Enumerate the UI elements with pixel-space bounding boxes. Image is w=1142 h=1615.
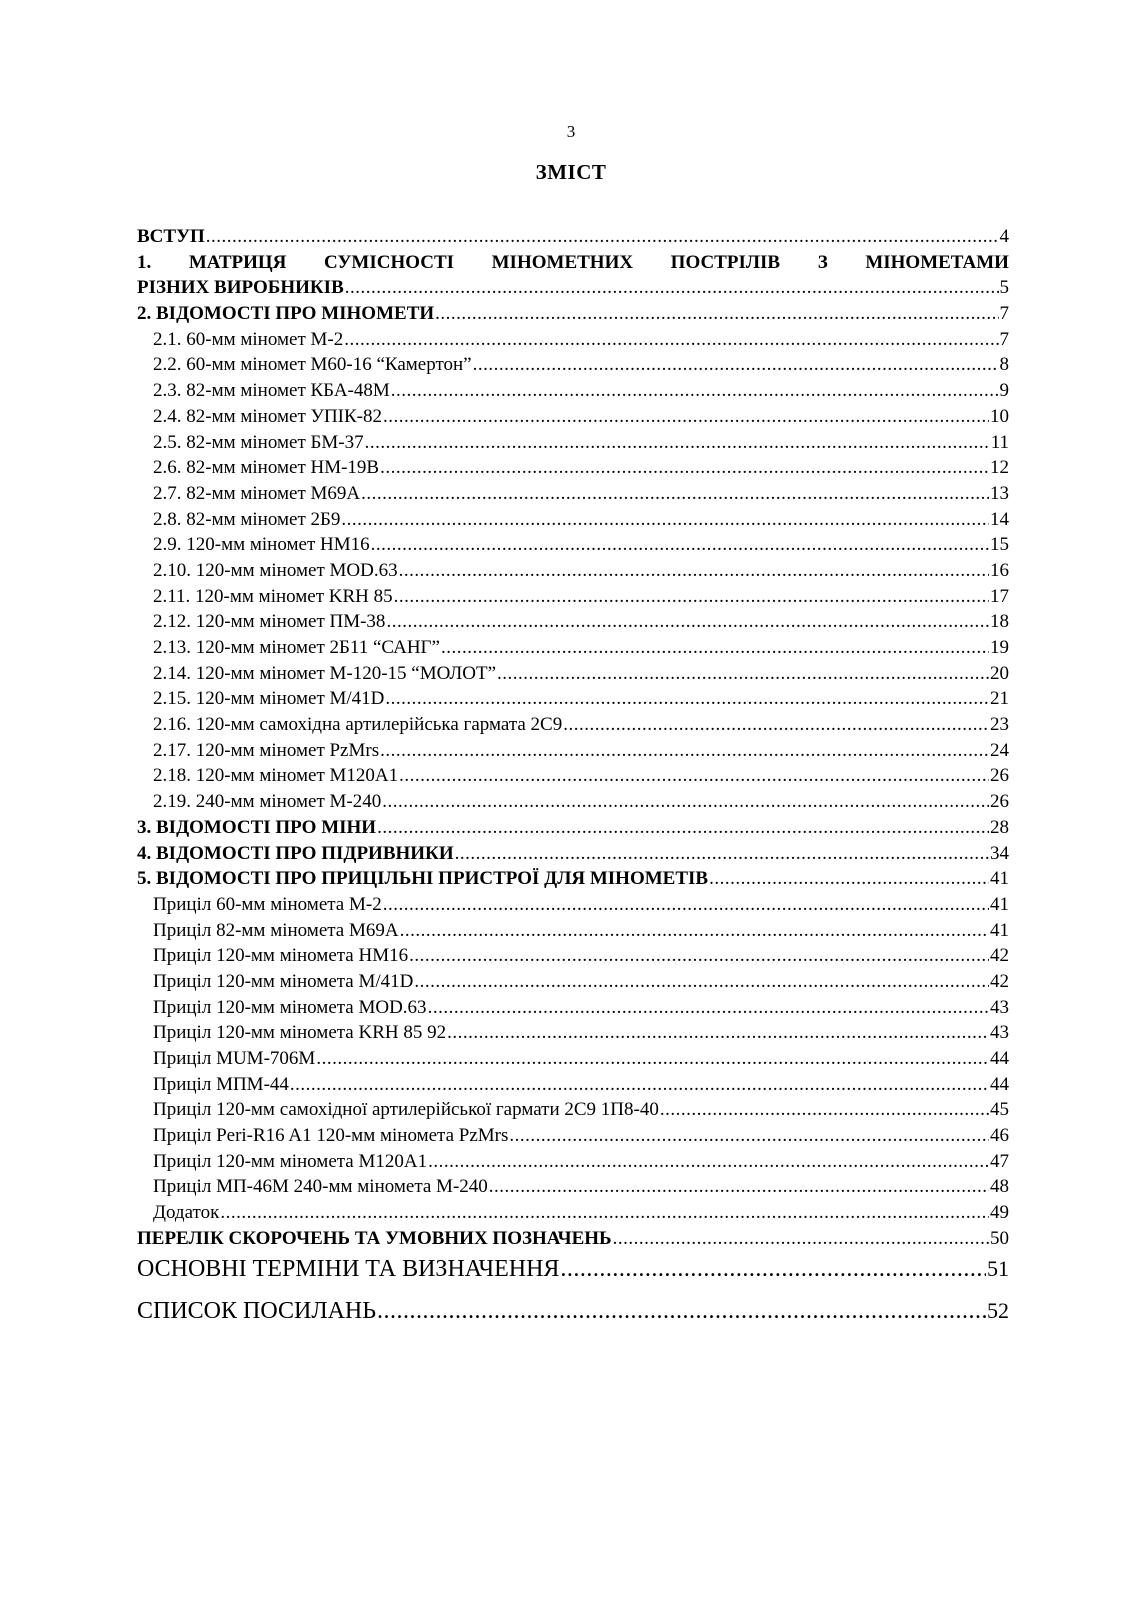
toc-dot-leader [399, 558, 989, 584]
toc-dot-leader [382, 789, 989, 815]
toc-entry[interactable] [137, 1252, 1009, 1286]
toc-entry[interactable] [137, 1149, 1009, 1175]
toc-entry[interactable] [137, 1123, 1009, 1149]
toc-dot-leader [560, 1252, 986, 1286]
toc-entry-label: 2.14. 120-мм міномет М-120-15 “МОЛОТ” [153, 662, 497, 684]
toc-dot-leader [455, 841, 989, 867]
toc-dot-leader [435, 301, 998, 327]
toc-entry[interactable] [137, 1046, 1009, 1072]
page-title: ЗМІСТ [535, 160, 607, 184]
toc-entry-label: РІЗНИХ ВИРОБНИКІВ [137, 277, 344, 299]
toc-dot-leader [380, 455, 989, 481]
toc-entry-page: 43 [990, 1022, 1009, 1044]
toc-entry[interactable] [137, 532, 1009, 558]
toc-entry-label: 2.8. 82-мм міномет 2Б9 [153, 508, 341, 530]
toc-entry-label: Приціл МП-46М 240-мм міномета М-240 [153, 1176, 488, 1198]
toc-dot-leader [371, 532, 989, 558]
toc-entry-page: 34 [990, 842, 1009, 864]
toc-entry-label: Приціл МПМ-44 [153, 1073, 289, 1095]
toc-dot-leader [365, 430, 990, 456]
toc-entry[interactable] [137, 738, 1009, 764]
toc-entry-page: 43 [990, 996, 1009, 1018]
toc-entry[interactable] [137, 584, 1009, 610]
toc-entry-word: МІНОМЕТНИХ [491, 251, 634, 273]
toc-entry[interactable] [137, 1226, 1009, 1252]
toc-entry-label: 2.1. 60-мм міномет М-2 [153, 328, 344, 350]
toc-entry-page: 14 [990, 508, 1009, 530]
toc-entry-label: 2.3. 82-мм міномет КБА-48М [153, 380, 390, 402]
toc-dot-leader [473, 352, 999, 378]
toc-entry-page: 24 [990, 739, 1009, 761]
toc-entry-label: 2.17. 120-мм міномет PzMrs [153, 739, 380, 761]
toc-entry-label: Приціл 120-мм міномета KRH 85 92 [153, 1022, 447, 1044]
toc-entry-label: Приціл Peri-R16 A1 120-мм міномета PzMrs [153, 1125, 509, 1147]
toc-entry[interactable] [137, 995, 1009, 1021]
toc-entry-page: 46 [990, 1125, 1009, 1147]
toc-dot-leader [383, 892, 989, 918]
toc-entry-label: 2.16. 120-мм самохідна артилерійська гармата 2С9 [153, 714, 563, 736]
toc-entry[interactable] [137, 275, 1009, 301]
toc-entry[interactable] [137, 815, 1009, 841]
toc-entry-page: 20 [990, 662, 1009, 684]
toc-entry[interactable] [137, 455, 1009, 481]
toc-entry-page: 26 [990, 791, 1009, 813]
toc-entry[interactable] [137, 1020, 1009, 1046]
toc-entry-page: 12 [990, 457, 1009, 479]
table-of-contents [137, 224, 1009, 1328]
toc-entry-label: Приціл 120-мм міномета НМ16 [153, 945, 409, 967]
toc-entry[interactable] [137, 635, 1009, 661]
toc-entry-page: 44 [990, 1048, 1009, 1069]
toc-entry-word: МІНОМЕТАМИ [865, 251, 1009, 273]
toc-entry-page: 51 [987, 1255, 1009, 1281]
toc-entry-label: Приціл MUM-706M [153, 1048, 316, 1069]
toc-dot-leader [206, 224, 999, 250]
toc-entry-label: 2.9. 120-мм міномет НМ16 [153, 534, 370, 556]
toc-dot-leader [489, 1174, 989, 1200]
toc-entry[interactable] [137, 1174, 1009, 1200]
toc-entry[interactable] [137, 763, 1009, 789]
toc-entry[interactable] [137, 712, 1009, 738]
toc-entry-page: 42 [990, 945, 1009, 967]
toc-entry-page: 28 [990, 816, 1009, 838]
toc-entry-label: 2. ВІДОМОСТІ ПРО МІНОМЕТИ [137, 303, 435, 325]
toc-entry-page: 41 [990, 868, 1009, 890]
toc-entry-page: 11 [990, 431, 1009, 453]
toc-entry-word: СУМІСНОСТІ [323, 251, 455, 273]
toc-entry-page: 47 [990, 1150, 1009, 1172]
toc-entry[interactable] [137, 301, 1009, 327]
toc-entry-page: 9 [999, 380, 1009, 402]
toc-entry-page: 52 [987, 1297, 1009, 1323]
toc-dot-leader [316, 1046, 989, 1072]
toc-entry-page: 41 [990, 919, 1009, 941]
toc-dot-leader [394, 584, 989, 610]
toc-entry-label: Приціл 82-мм міномета М69А [153, 919, 399, 941]
toc-entry-page: 16 [990, 559, 1009, 581]
toc-entry-label: 4. ВІДОМОСТІ ПРО ПІДРИВНИКИ [137, 842, 454, 864]
toc-entry[interactable] [137, 661, 1009, 687]
toc-entry-label: Приціл 120-мм міномета MOD.63 [153, 996, 427, 1018]
toc-entry-word: ПОСТРІЛІВ [670, 251, 781, 273]
toc-entry[interactable] [137, 686, 1009, 712]
toc-entry-label: 5. ВІДОМОСТІ ПРО ПРИЦІЛЬНІ ПРИСТРОЇ ДЛЯ МІНОМЕТІВ [137, 868, 709, 890]
toc-entry[interactable] [137, 327, 1009, 353]
toc-entry-label: 2.7. 82-мм міномет М69А [153, 482, 361, 504]
toc-dot-leader [409, 943, 989, 969]
toc-entry-label: 2.2. 60-мм міномет М60-16 “Камертон” [153, 354, 472, 376]
toc-dot-leader [290, 1072, 989, 1098]
toc-entry-page: 13 [990, 482, 1009, 504]
toc-entry[interactable] [137, 918, 1009, 944]
toc-entry[interactable] [137, 1294, 1009, 1328]
toc-entry[interactable] [137, 507, 1009, 533]
toc-entry-label: 3. ВІДОМОСТІ ПРО МІНИ [137, 816, 377, 838]
toc-dot-leader [344, 327, 998, 353]
toc-entry-label: Приціл 120-мм міномета M120A1 [153, 1150, 428, 1172]
toc-dot-leader [377, 1294, 986, 1328]
toc-dot-leader [391, 378, 999, 404]
toc-entry[interactable] [137, 892, 1009, 918]
toc-entry-label: Приціл 120-мм міномета M/41D [153, 970, 414, 992]
page-number: 3 [566, 122, 576, 141]
toc-dot-leader [383, 404, 989, 430]
toc-entry-label: Приціл 120-мм самохідної артилерійської гармати 2С9 1П8-40 [153, 1099, 659, 1121]
toc-dot-leader [613, 1226, 989, 1252]
toc-dot-leader [361, 481, 989, 507]
toc-dot-leader [385, 686, 989, 712]
toc-entry-page: 48 [990, 1176, 1009, 1198]
toc-entry-label: 2.5. 82-мм міномет БМ-37 [153, 431, 364, 453]
toc-entry-label: 2.19. 240-мм міномет М-240 [153, 791, 382, 813]
toc-entry[interactable] [137, 430, 1009, 456]
toc-dot-leader [220, 1200, 989, 1226]
toc-entry-page: 23 [990, 714, 1009, 736]
toc-dot-leader [414, 969, 989, 995]
toc-entry-label: Додаток [153, 1202, 220, 1224]
toc-entry-page: 21 [990, 688, 1009, 710]
toc-entry-page: 42 [990, 970, 1009, 992]
toc-entry-label: ВСТУП [137, 226, 205, 247]
toc-entry[interactable] [137, 1072, 1009, 1098]
toc-entry[interactable] [137, 969, 1009, 995]
toc-entry[interactable] [137, 558, 1009, 584]
toc-entry[interactable] [137, 1200, 1009, 1226]
toc-entry-label: 2.6. 82-мм міномет НМ-19В [153, 457, 380, 479]
toc-entry-page: 44 [990, 1073, 1009, 1095]
toc-entry-page: 10 [990, 405, 1009, 427]
toc-dot-leader [341, 507, 989, 533]
toc-entry[interactable] [137, 1097, 1009, 1123]
toc-entry[interactable] [137, 789, 1009, 815]
toc-entry[interactable] [137, 404, 1009, 430]
toc-entry-page: 7 [999, 303, 1009, 325]
toc-entry-word: З [817, 251, 828, 273]
toc-dot-leader [441, 635, 989, 661]
toc-entry-page: 5 [999, 277, 1009, 299]
toc-entry-page: 45 [990, 1099, 1009, 1121]
toc-dot-leader [509, 1123, 989, 1149]
toc-entry-label: ПЕРЕЛІК СКОРОЧЕНЬ ТА УМОВНИХ ПОЗНАЧЕНЬ [137, 1227, 612, 1249]
toc-entry-label: 2.13. 120-мм міномет 2Б11 “САНГ” [153, 637, 440, 658]
toc-entry-label: СПИСОК ПОСИЛАНЬ [137, 1297, 377, 1324]
toc-entry-page: 49 [990, 1202, 1009, 1224]
toc-entry[interactable] [137, 609, 1009, 635]
toc-entry-page: 26 [990, 765, 1009, 787]
toc-dot-leader [380, 738, 989, 764]
toc-entry-page: 50 [990, 1227, 1009, 1249]
toc-dot-leader [428, 995, 989, 1021]
toc-entry-page: 4 [999, 226, 1009, 247]
toc-dot-leader [497, 661, 989, 687]
toc-entry-page: 15 [990, 534, 1009, 556]
toc-entry-page: 19 [990, 637, 1009, 658]
toc-dot-leader [386, 609, 989, 635]
toc-entry-page: 7 [999, 328, 1009, 350]
toc-entry-word: 1. [137, 251, 152, 273]
toc-entry-label: 2.15. 120-мм міномет M/41D [153, 688, 385, 710]
toc-dot-leader [660, 1097, 989, 1123]
toc-dot-leader [709, 866, 989, 892]
toc-entry[interactable] [137, 378, 1009, 404]
toc-entry-wrapped-line[interactable] [137, 250, 1009, 276]
toc-dot-leader [345, 275, 999, 301]
toc-entry[interactable] [137, 224, 1009, 250]
toc-dot-leader [563, 712, 989, 738]
toc-entry-label: 2.10. 120-мм міномет MOD.63 [153, 559, 398, 581]
toc-entry-label: 2.11. 120-мм міномет KRH 85 [153, 585, 393, 607]
toc-dot-leader [377, 815, 989, 841]
toc-entry-word: МАТРИЦЯ [188, 251, 287, 273]
toc-dot-leader [447, 1020, 989, 1046]
toc-entry-label: 2.18. 120-мм міномет M120A1 [153, 765, 399, 787]
toc-entry[interactable] [137, 352, 1009, 378]
toc-entry[interactable] [137, 866, 1009, 892]
toc-entry[interactable] [137, 943, 1009, 969]
toc-entry-label: 2.4. 82-мм міномет УПІК-82 [153, 405, 382, 427]
toc-entry[interactable] [137, 841, 1009, 867]
toc-entry-page: 17 [990, 585, 1009, 607]
toc-entry-page: 41 [990, 893, 1009, 915]
toc-entry-label: 2.12. 120-мм міномет ПМ-38 [153, 611, 386, 633]
toc-dot-leader [428, 1149, 989, 1175]
toc-dot-leader [399, 763, 989, 789]
toc-entry-label: ОСНОВНІ ТЕРМІНИ ТА ВИЗНАЧЕННЯ [137, 1255, 560, 1282]
toc-entry[interactable] [137, 481, 1009, 507]
toc-entry-label: Приціл 60-мм міномета М-2 [153, 893, 382, 915]
toc-entry-page: 18 [990, 611, 1009, 633]
toc-entry-page: 8 [999, 354, 1009, 376]
toc-dot-leader [400, 918, 989, 944]
